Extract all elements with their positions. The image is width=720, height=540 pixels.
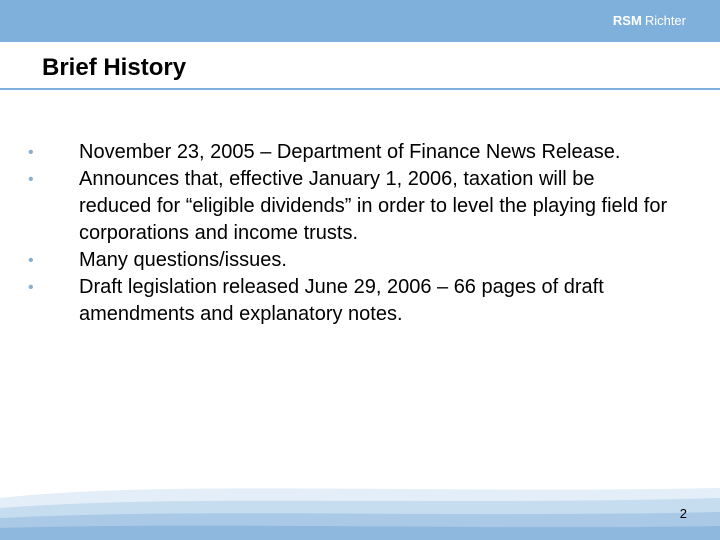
bullet-item — [28, 247, 668, 274]
bullet-text: Many questions/issues. — [79, 249, 287, 271]
bullet-item — [28, 139, 668, 166]
bullet-text: Announces that, effective January 1, 2006, taxation will be reduced for “eligible dividends” in order to level the playing field for corporations and income trusts. — [79, 168, 668, 244]
header-bar — [0, 0, 720, 42]
bullet-text: November 23, 2005 – Department of Finance News Release. — [79, 141, 621, 163]
page-title: Brief History — [42, 54, 187, 81]
bullet-icon: • — [28, 144, 34, 161]
bullet-icon: • — [28, 279, 34, 296]
bullet-item — [28, 166, 668, 247]
footer-swoosh-decoration — [0, 468, 720, 540]
bullet-icon: • — [28, 252, 34, 269]
logo-secondary-text: Richter — [644, 13, 686, 28]
bullet-list — [28, 139, 668, 328]
bullet-text: Draft legislation released June 29, 2006 – 66 pages of draft amendments and explanatory notes. — [79, 276, 604, 325]
page-number: 2 — [679, 506, 687, 521]
swoosh-band-base — [0, 526, 720, 540]
rsm-richter-logo — [613, 13, 686, 28]
bullet-icon: • — [28, 171, 34, 188]
bullet-item — [28, 274, 668, 328]
logo-primary-text: RSM — [612, 13, 642, 28]
title-divider — [0, 88, 720, 90]
